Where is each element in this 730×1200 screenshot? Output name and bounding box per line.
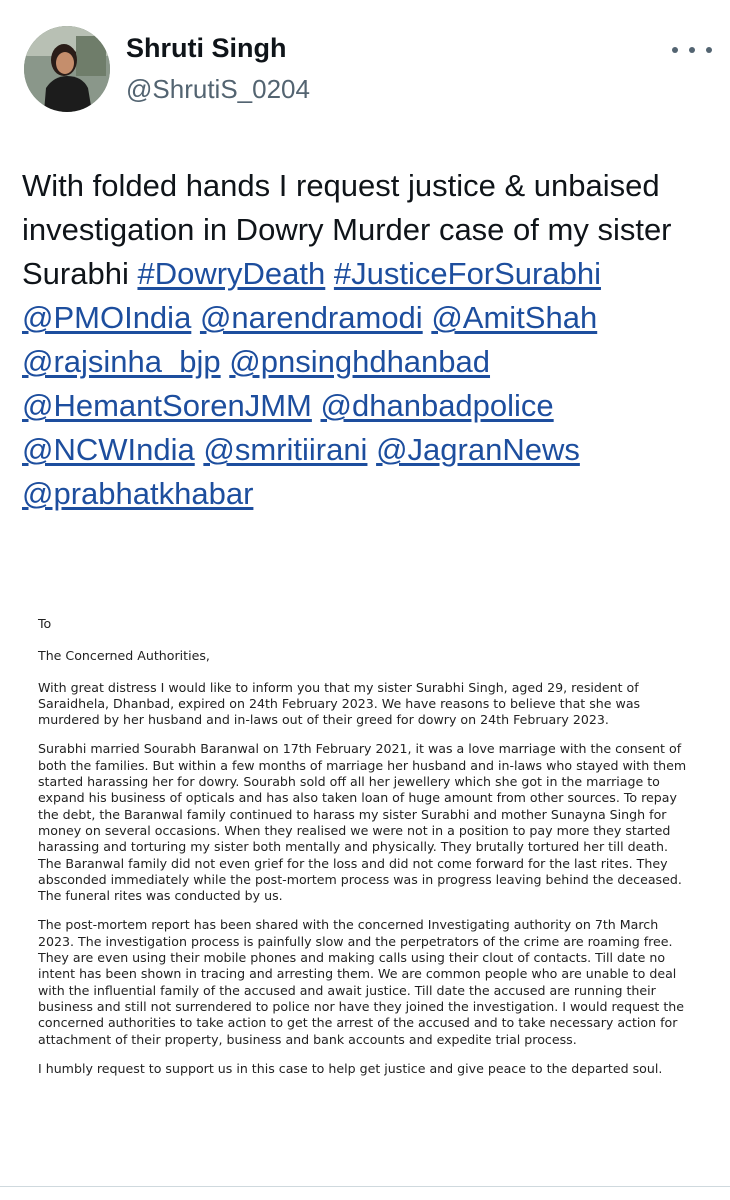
more-dot-icon [689,47,695,53]
letter-paragraph: With great distress I would like to inform you that my sister Surabhi Singh, aged 29, resident of Saraidhela, Dhanbad, expired on 24th February 2023. We have reasons to believe that she was murdered by her husband and in-laws out of their greed for dowry on 24th February 2023. [38,679,641,728]
avatar[interactable] [24,26,110,112]
letter-to: To [38,616,52,631]
tweet-body: With folded hands I request justice & unbaised investigation in Dowry Murder case of my sister Surabhi [22,168,672,291]
tweet-text [22,164,712,516]
letter-paragraph: The post-mortem report has been shared with the concerned Investigating authority on 7th March 2023. The investigation process is painfully slow and the perpetrators of the crime are roaming free. They are even using their mobile phones and making calls using their clout of contacts. Till date no intent has been shown in tracing and arresting them. We are common people who are unable to deal with the influential family of the accused and await justice. Till date the accused are running their business and still not surrendered to police nor have they joined the investigation. I would request the concerned authorities to take action to get the arrest of the accused and to take necessary action for attachment of their property, business and bank accounts and expedite trial process. [38,917,685,1047]
mention-link[interactable]: @narendramodi [199,300,423,335]
author-handle[interactable]: @ShrutiS_0204 [126,74,310,104]
mention-link[interactable]: @PMOIndia [22,300,192,335]
avatar-photo [24,26,110,112]
more-dot-icon [706,47,712,53]
attached-letter-image[interactable] [0,586,730,1200]
mention-link[interactable]: @JagranNews [376,432,580,467]
mention-link[interactable]: @rajsinha_bjp [22,344,221,379]
mention-link[interactable]: @AmitShah [431,300,598,335]
more-dot-icon [672,47,678,53]
mention-link[interactable]: @NCWIndia [22,432,195,467]
letter-paragraph: Surabhi married Sourabh Baranwal on 17th February 2021, it was a love marriage with the consent of both the families. But within a few months of marriage her husband and in-laws who stayed with them started harassing her for dowry. Sourabh sold off all her jewellery which she got in the marriage to expand his business of opticals and has also taken loan of huge amount from other sources. To repay the debt, the Baranwal family continued to harass my sister Surabhi and mother Sunayna Singh for money on several occasions. When they realised we were not in a position to pay more they started harassing and torturing my sister both mentally and physically. They brutally tortured her till death. The Baranwal family did not even grief for the loss and did not come forward for the last rites. They absconded immediately while the post-mortem process was in progress leaving behind the deceased. The funeral rites was conducted by us. [38,741,687,904]
hashtag-link[interactable]: #DowryDeath [137,256,326,291]
mention-link[interactable]: @pnsinghdhanbad [229,344,491,379]
author-name[interactable]: Shruti Singh [126,33,287,63]
letter-body [38,616,690,1090]
letter-paragraph: I humbly request to support us in this case to help get justice and give peace to the departed soul. [38,1060,663,1076]
divider [0,1186,730,1187]
mention-link[interactable]: @dhanbadpolice [320,388,554,423]
mention-link[interactable]: @smritiirani [203,432,368,467]
hashtag-link[interactable]: #JusticeForSurabhi [333,256,601,291]
more-options-icon[interactable] [672,38,712,62]
mention-link[interactable]: @prabhatkhabar [22,476,254,511]
mention-link[interactable]: @HemantSorenJMM [22,388,312,423]
letter-recipient: The Concerned Authorities, [38,648,210,664]
